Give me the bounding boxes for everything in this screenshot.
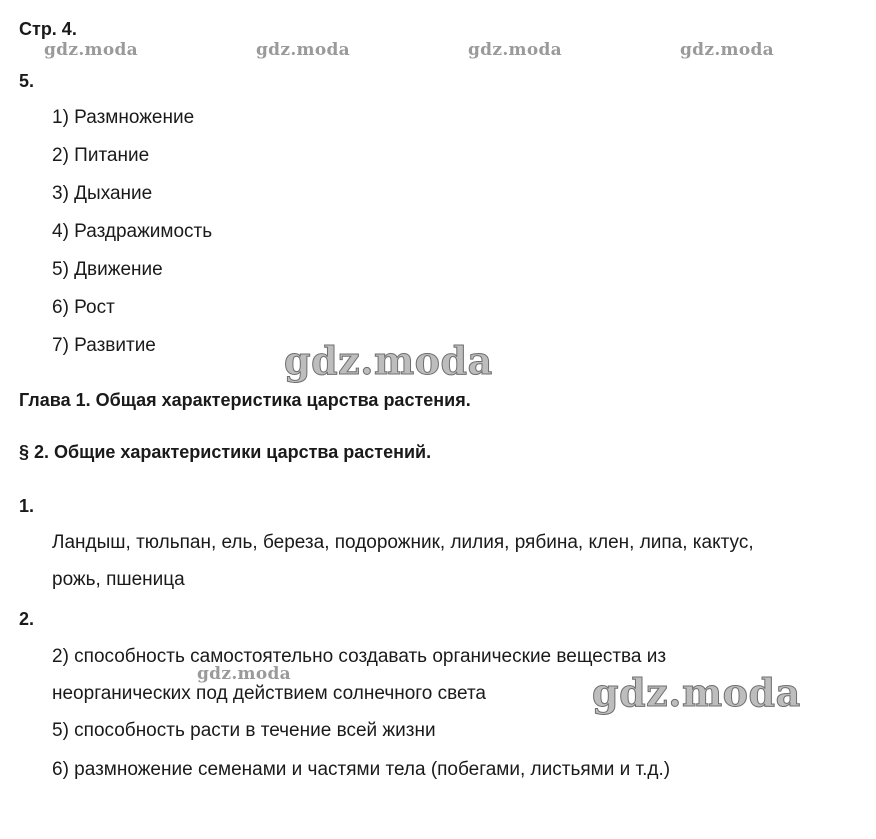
answer-text: Ландыш, тюльпан, ель, береза, подорожник, лилия, рябина, клен, липа, кактус,	[52, 532, 754, 553]
watermark-logo: gdz.moda	[44, 40, 138, 60]
list-item: 3) Дыхание	[52, 183, 153, 204]
watermark-logo-large: gdz.moda	[592, 670, 801, 715]
section-title: § 2. Общие характеристики царства растений.	[19, 442, 432, 462]
question-number: 2.	[19, 609, 35, 629]
watermark-logo: gdz.moda	[256, 40, 350, 60]
list-item: 2) способность самостоятельно создавать органические вещества из	[52, 646, 667, 667]
list-item: 5) Движение	[52, 259, 163, 280]
page-reference: Стр. 4.	[19, 19, 77, 39]
list-item: 6) Рост	[52, 297, 115, 318]
list-item: 7) Развитие	[52, 335, 156, 356]
list-item: неорганических под действием солнечного света	[52, 683, 487, 704]
list-item: 4) Раздражимость	[52, 221, 213, 242]
chapter-title: Глава 1. Общая характеристика царства растения.	[19, 390, 471, 410]
watermark-logo: gdz.moda	[197, 664, 291, 684]
task-number: 5.	[19, 71, 35, 91]
watermark-logo: gdz.moda	[468, 40, 562, 60]
answer-text: рожь, пшеница	[52, 569, 185, 590]
question-number: 1.	[19, 496, 35, 516]
list-item: 6) размножение семенами и частями тела (побегами, листьями и т.д.)	[52, 759, 671, 780]
list-item: 1) Размножение	[52, 107, 195, 128]
list-item: 2) Питание	[52, 145, 150, 166]
watermark-logo: gdz.moda	[680, 40, 774, 60]
watermark-logo-large: gdz.moda	[284, 338, 493, 383]
list-item: 5) способность расти в течение всей жизни	[52, 720, 436, 741]
